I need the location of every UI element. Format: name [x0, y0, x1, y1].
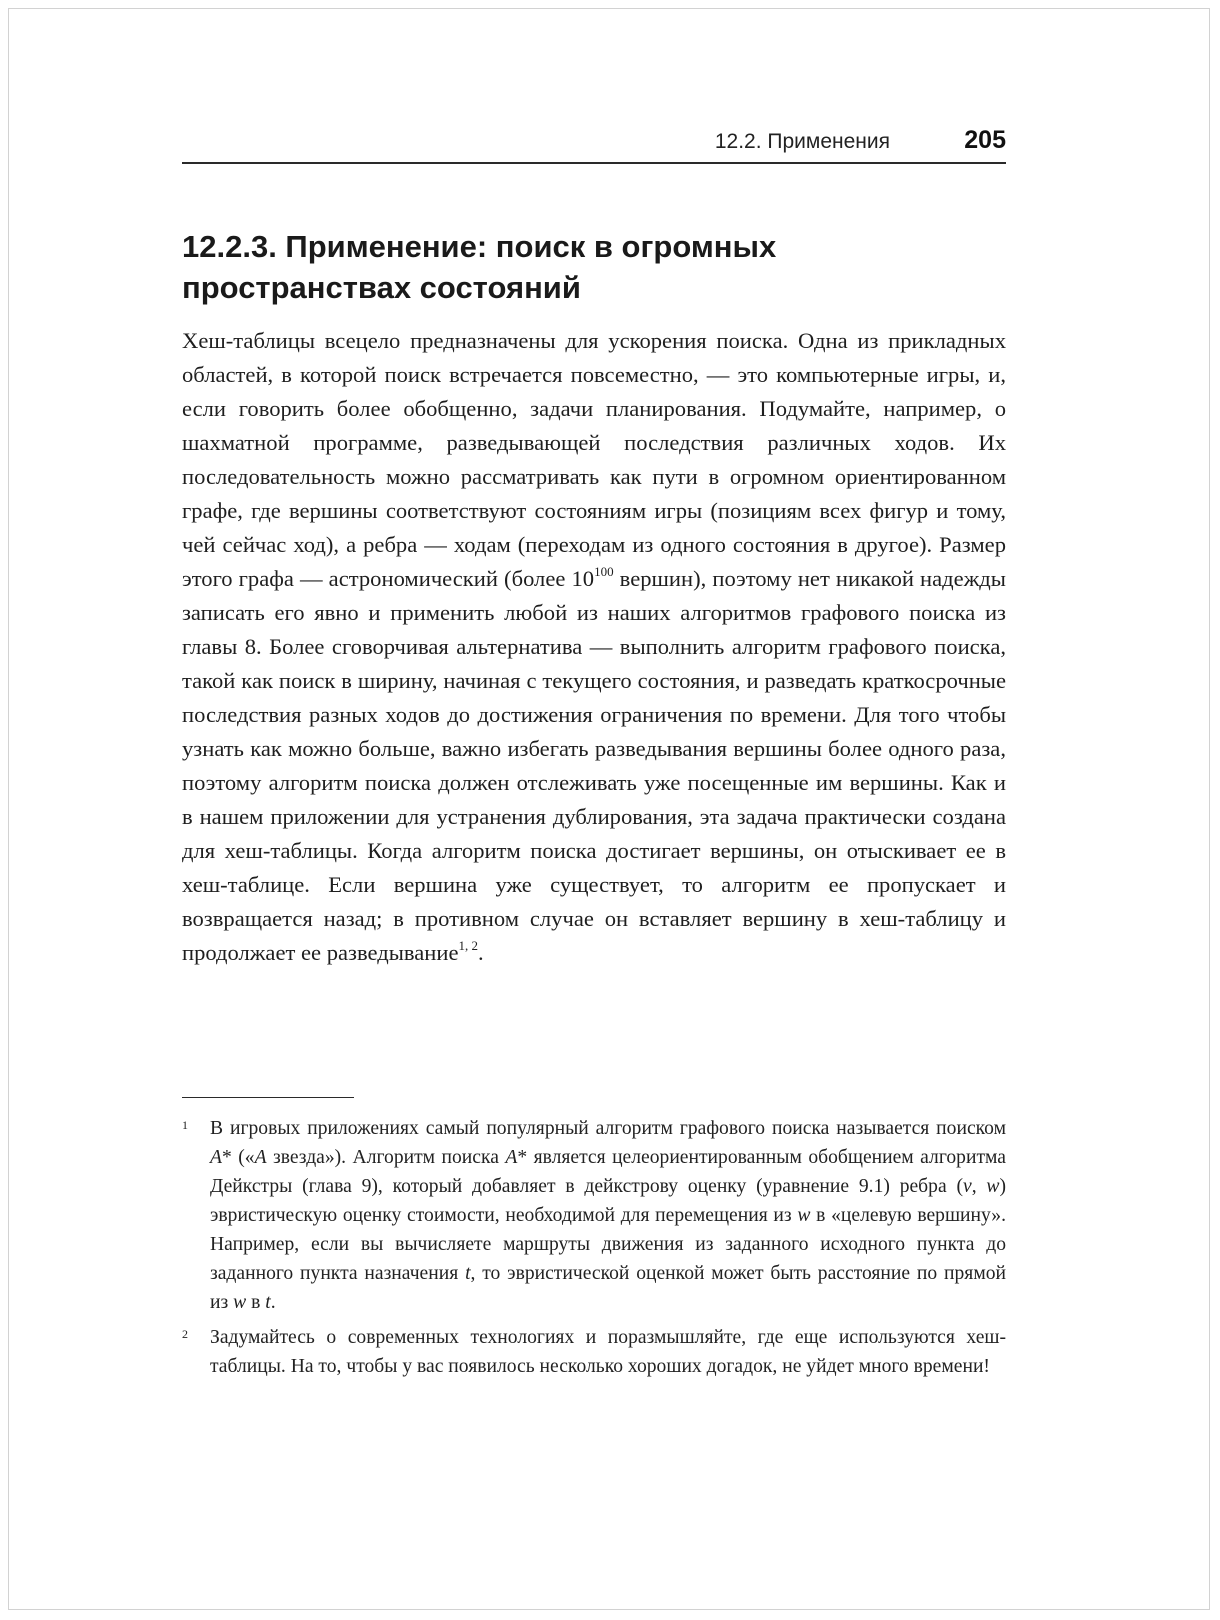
footnote-1-text: ) эвристическую оценку стоимости, необходимой для перемещения из: [210, 1176, 1006, 1226]
math-v: v: [962, 1176, 972, 1197]
footnote-1-text: * является целеориентированным обобщением алгоритма Дейкстры (глава 9), который добавляет в дейкстрову оценку (уравнение 9.1) ребра (: [210, 1147, 1006, 1197]
footnote-reference: 1, 2: [458, 938, 478, 954]
footnote-1-text: звезда»). Алгоритм поиска: [266, 1147, 506, 1168]
math-t: t: [265, 1292, 271, 1313]
math-w: w: [986, 1176, 1000, 1197]
footnote-1-text: В игровых приложениях самый популярный алгоритм графового поиска называется поиском: [210, 1118, 1006, 1139]
body-text-part-2: вершин), поэтому нет никакой надежды записать его явно и применить любой из наших алгоритмов графового поиска из главы 8. Более сговорчивая альтернатива — выполнить алгоритм графового поиска, такой как поиск в ширину, начиная с текущего состояния, и разведать краткосрочные последствия разных ходов до достижения ограничения по времени. Для того чтобы узнать как можно больше, важно избегать разведывания вершины более одного раза, поэтому алгоритм поиска должен отслеживать уже посещенные им вершины. Как и в нашем приложении для устранения дублирования, эта задача практически создана для хеш-таблицы. Когда алгоритм поиска достигает вершины, он отыскивает ее в хеш-таблице. Если вершина уже существует, то алгоритм ее пропускает и возвращается назад; в противном случае он вставляет вершину в хеш-таблицу и продолжает ее разведывание: [182, 566, 1006, 965]
body-paragraph: [182, 324, 1006, 970]
footnote-1: [182, 1114, 1006, 1317]
footnote-1-text: ,: [971, 1176, 987, 1197]
section-heading-line-2: пространствах состояний: [182, 270, 581, 305]
math-w: w: [233, 1292, 247, 1313]
footnote-separator: [182, 1097, 354, 1098]
math-w: w: [797, 1205, 811, 1226]
footnote-1-text: , то эвристической оценкой может быть расстояние по прямой из: [210, 1263, 1007, 1313]
math-A: A: [254, 1147, 267, 1168]
math-t: t: [465, 1263, 471, 1284]
math-A: A: [210, 1147, 222, 1168]
page-number: 205: [964, 126, 1006, 154]
footnote-2: [182, 1323, 1006, 1381]
section-heading-line-1: 12.2.3. Применение: поиск в огромных: [182, 229, 777, 264]
footnote-2-mark: 2: [182, 1327, 188, 1341]
body-text-part-1: Хеш-таблицы всецело предназначены для ускорения поиска. Одна из прикладных областей, в которой поиск встречается повсеместно, — это компьютерные игры, и, если говорить более обобщенно, задачи планирования. Подумайте, например, о шахматной программе, разведывающей последствия различных ходов. Их последовательность можно рассматривать как пути в огромном ориентированном графе, где вершины соответствуют состояниям игры (позициям всех фигур и тому, чей сейчас ход), а ребра — ходам (переходам из одного состояния в другое). Размер этого графа — астрономический (более 10: [182, 328, 1006, 591]
exponent: 100: [594, 564, 614, 580]
section-heading: [182, 226, 1006, 308]
footnote-1-text: .: [270, 1292, 276, 1313]
footnote-2-text: Задумайтесь о современных технологиях и поразмышляйте, где еще используются хеш-таблицы. На то, чтобы у вас появилось несколько хороших догадок, не уйдет много времени!: [210, 1327, 1006, 1377]
footnote-1-text: * («: [221, 1147, 255, 1168]
footnotes: [182, 1114, 1006, 1387]
running-title: 12.2. Применения: [714, 130, 890, 153]
footnote-1-text: в: [246, 1292, 266, 1313]
body-text-end: .: [478, 940, 484, 965]
math-A: A: [505, 1147, 518, 1168]
footnote-1-text: в «целевую вершину». Например, если вы вычисляете маршруты движения из заданного исходного пункта до заданного пункта назначения: [210, 1205, 1006, 1284]
footnote-1-mark: 1: [182, 1118, 188, 1132]
running-header: [182, 122, 1006, 164]
